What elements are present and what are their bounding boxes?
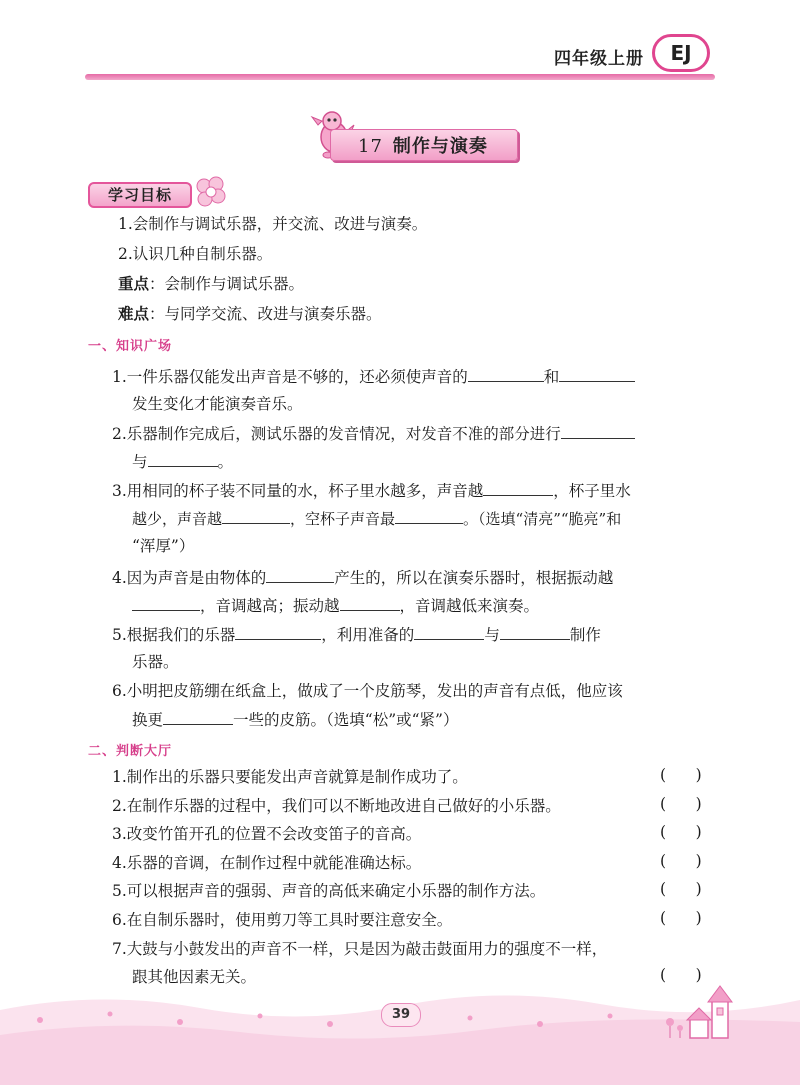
key-point — [118, 273, 304, 295]
answer-paren-4[interactable]: ( ) — [660, 852, 702, 870]
judgment-item-1: 1.制作出的乐器只要能发出声音就算是制作成功了。 — [112, 768, 468, 786]
question-2-line-1 — [112, 422, 635, 445]
judgment-item-3: 3.改变竹笛开孔的位置不会改变笛子的音高。 — [112, 825, 422, 843]
lesson-title — [358, 132, 488, 158]
q1-text-b: 和 — [543, 368, 560, 386]
judgment-item-5: 5.可以根据声音的强弱、声音的高低来确定小乐器的制作方法。 — [112, 882, 546, 900]
judgment-item-7-line-1: 7.大鼓与小鼓发出的声音不一样，只是因为敲击鼓面用力的强度不一样， — [112, 940, 608, 958]
lesson-title-banner — [310, 105, 520, 161]
difficulty-label: 难点 — [118, 305, 150, 323]
answer-paren-6[interactable]: ( ) — [660, 909, 702, 927]
question-3-line-1 — [112, 479, 631, 502]
q1-blank-2[interactable] — [559, 365, 635, 382]
q5-text-c: 与 — [484, 626, 500, 644]
q5-text-a: 5.根据我们的乐器 — [112, 626, 236, 644]
question-3-line-2 — [132, 507, 621, 530]
q3-text-a: 3.用相同的杯子装不同量的水，杯子里水越多，声音越 — [112, 482, 484, 500]
judgment-item-6: 6.在自制乐器时，使用剪刀等工具时要注意安全。 — [112, 911, 453, 929]
q4-blank-1[interactable] — [266, 566, 334, 583]
question-4-line-2 — [132, 594, 539, 617]
difficulty-point — [118, 303, 382, 325]
learning-goals-tag: 学习目标 — [88, 182, 192, 208]
flower-icon — [190, 172, 230, 212]
q5-blank-1[interactable] — [235, 623, 321, 640]
key-point-label: 重点 — [118, 275, 150, 293]
page-number: 39 — [381, 1003, 421, 1027]
judgment-item-2: 2.在制作乐器的过程中，我们可以不断地改进自己做好的小乐器。 — [112, 797, 561, 815]
question-5-line-2: 乐器。 — [132, 653, 179, 671]
q5-blank-2[interactable] — [414, 623, 484, 640]
q6-blank-1[interactable] — [163, 708, 233, 725]
question-2-line-2 — [132, 450, 233, 473]
question-5-line-1 — [112, 623, 601, 646]
answer-paren-5[interactable]: ( ) — [660, 880, 702, 898]
section-title-judgment: 二、判断大厅 — [88, 744, 173, 759]
q3-text-e: 。（选填“清亮”“脆亮”和 — [463, 510, 622, 528]
goal-item-1: 1.会制作与调试乐器，并交流、改进与演奏。 — [118, 215, 428, 233]
question-4-line-1 — [112, 566, 613, 589]
answer-paren-1[interactable]: ( ) — [660, 766, 702, 784]
q5-text-d: 制作 — [569, 626, 601, 644]
q4-text-a: 4.因为声音是由物体的 — [112, 569, 267, 587]
q4-text-c: ，音调越高；振动越 — [200, 597, 340, 615]
q4-blank-3[interactable] — [340, 594, 400, 611]
q1-blank-1[interactable] — [468, 365, 544, 382]
question-6-line-1: 6.小明把皮筋绷在纸盒上，做成了一个皮筋琴，发出的声音有点低，他应该 — [112, 682, 623, 700]
section-title-knowledge: 一、知识广场 — [88, 339, 173, 354]
q4-text-d: ，音调越低来演奏。 — [399, 597, 540, 615]
grade-label: 四年级上册 — [554, 49, 644, 69]
question-3-line-3: “浑厚”） — [132, 537, 195, 555]
q2-blank-2[interactable] — [148, 450, 218, 467]
q5-blank-3[interactable] — [500, 623, 570, 640]
question-6-line-2 — [132, 708, 458, 731]
q5-text-b: ，利用准备的 — [321, 626, 415, 644]
q1-text-a: 1.一件乐器仅能发出声音是不够的，还必须使声音的 — [112, 368, 468, 386]
q4-text-b: 产生的，所以在演奏乐器时，根据振动越 — [334, 569, 614, 587]
q3-text-c: 越少，声音越 — [132, 510, 223, 528]
judgment-item-4: 4.乐器的音调，在制作过程中就能准确达标。 — [112, 854, 422, 872]
q4-blank-2[interactable] — [132, 594, 200, 611]
q6-text-b: 换更 — [132, 711, 164, 729]
q2-text-a: 2.乐器制作完成后，测试乐器的发音情况，对发音不准的部分进行 — [112, 425, 561, 443]
answer-paren-7[interactable]: ( ) — [660, 966, 702, 984]
lesson-title-text: 制作与演奏 — [392, 136, 488, 157]
q2-text-c: 。 — [217, 453, 234, 471]
question-1-line-2: 发生变化才能演奏音乐。 — [132, 395, 303, 413]
judgment-item-7-line-2: 跟其他因素无关。 — [132, 968, 257, 986]
q6-text-c: 一些的皮筋。（选填“松”或“紧”） — [233, 711, 459, 729]
lesson-number: 17 — [358, 136, 383, 157]
key-point-text: ：会制作与调试乐器。 — [149, 275, 305, 293]
q3-blank-3[interactable] — [395, 507, 463, 524]
q3-blank-1[interactable] — [483, 479, 553, 496]
q3-text-d: ，空杯子声音最 — [290, 510, 396, 528]
tower-house-icon — [660, 982, 740, 1042]
q2-text-b: 与 — [132, 453, 148, 471]
difficulty-text: ：与同学交流、改进与演奏乐器。 — [149, 305, 382, 323]
question-1-line-1 — [112, 365, 635, 388]
goal-item-2: 2.认识几种自制乐器。 — [118, 245, 273, 263]
header-divider — [85, 74, 715, 80]
q3-text-b: ，杯子里水 — [553, 482, 631, 500]
edition-badge: EJ — [652, 34, 710, 72]
q2-blank-1[interactable] — [561, 422, 635, 439]
q3-blank-2[interactable] — [222, 507, 290, 524]
answer-paren-2[interactable]: ( ) — [660, 795, 702, 813]
answer-paren-3[interactable]: ( ) — [660, 823, 702, 841]
